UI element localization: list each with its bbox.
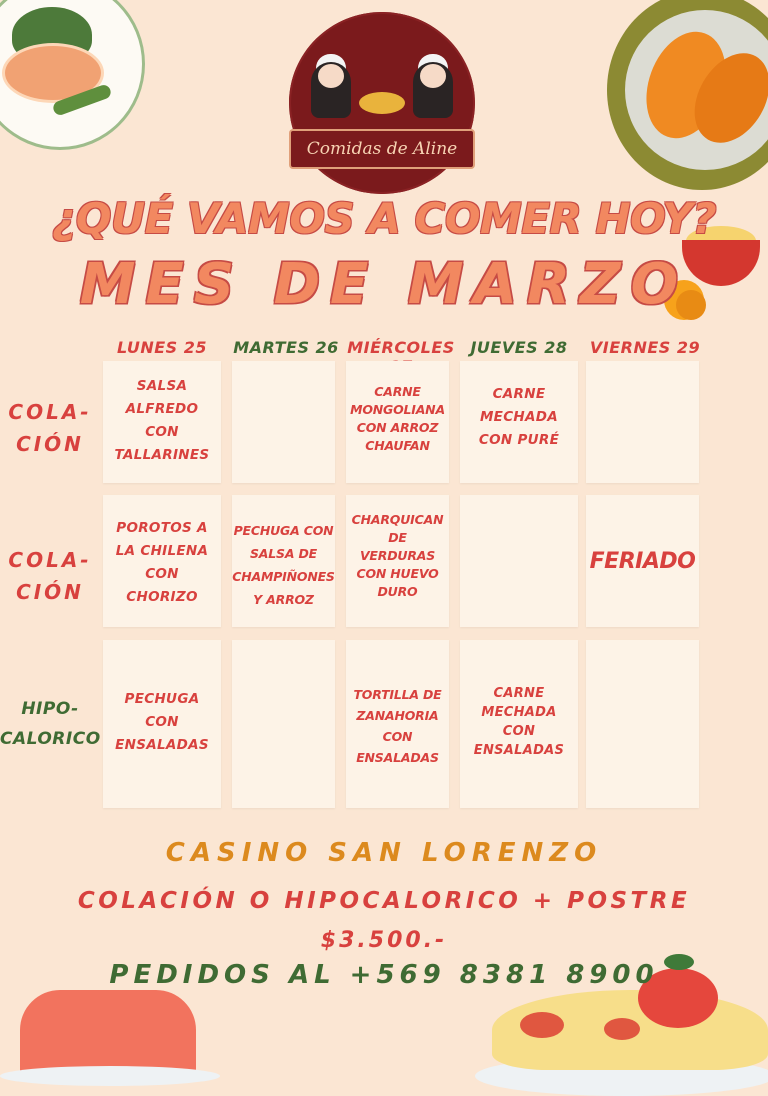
- sauce-icon: [520, 1012, 564, 1038]
- menu-cell: PECHUGA CON SALSA DE CHAMPIÑONES Y ARROZ: [232, 495, 335, 627]
- page-title: ¿QUÉ VAMOS A COMER HOY?: [51, 194, 717, 243]
- page-subtitle: MES DE MARZO: [79, 252, 689, 317]
- menu-cell: [586, 640, 699, 808]
- day-header-thursday: JUEVES 28: [470, 338, 568, 357]
- sauce-icon: [604, 1018, 640, 1040]
- menu-cell: TORTILLA DE ZANAHORIA CON ENSALADAS: [346, 640, 449, 808]
- row-label-hipocalorico: HIPO- CALORICO: [0, 699, 101, 749]
- menu-cell: CHARQUICAN DE VERDURAS CON HUEVO DURO: [346, 495, 449, 627]
- menu-cell: CARNE MECHADA CON PURÉ: [460, 361, 578, 483]
- menu-cell: SALSA ALFREDO CON TALLARINES: [103, 361, 221, 483]
- row-label-colacion-2: COLA- CIÓN: [8, 548, 92, 604]
- ham-plate-illustration: [0, 0, 145, 150]
- menu-cell: CARNE MONGOLIANA CON ARROZ CHAUFAN: [346, 361, 449, 483]
- holiday-cell: FERIADO: [586, 495, 699, 627]
- menu-cell: [232, 361, 335, 483]
- jelly-dessert-illustration: [20, 990, 196, 1076]
- dessert-plate-icon: [0, 1066, 220, 1086]
- price-text: $3.500.-: [320, 928, 448, 953]
- offer-text: COLACIÓN O HIPOCALORICO + POSTRE: [77, 888, 691, 914]
- chicken-plate-illustration: [607, 0, 768, 190]
- menu-cell: [586, 361, 699, 483]
- menu-cell: CARNE MECHADA CON ENSALADAS: [460, 640, 578, 808]
- brand-name: Comidas de Aline: [289, 129, 475, 169]
- day-header-tuesday: MARTES 26: [233, 338, 339, 357]
- row-label-colacion-1: COLA- CIÓN: [8, 400, 92, 456]
- day-header-friday: VIERNES 29: [589, 338, 701, 357]
- venue-name: CASINO SAN LORENZO: [165, 838, 603, 868]
- menu-cell: PECHUGA CON ENSALADAS: [103, 640, 221, 808]
- brand-logo: [289, 12, 475, 194]
- day-header-wednesday: MIÉRCOLES: [347, 338, 455, 357]
- orders-phone: PEDIDOS AL +569 8381 8900: [109, 960, 659, 990]
- menu-cell: [232, 640, 335, 808]
- dish-icon: [359, 92, 405, 114]
- day-header-monday: LUNES 25: [117, 338, 207, 357]
- menu-cell: POROTOS A LA CHILENA CON CHORIZO: [103, 495, 221, 627]
- menu-cell: [460, 495, 578, 627]
